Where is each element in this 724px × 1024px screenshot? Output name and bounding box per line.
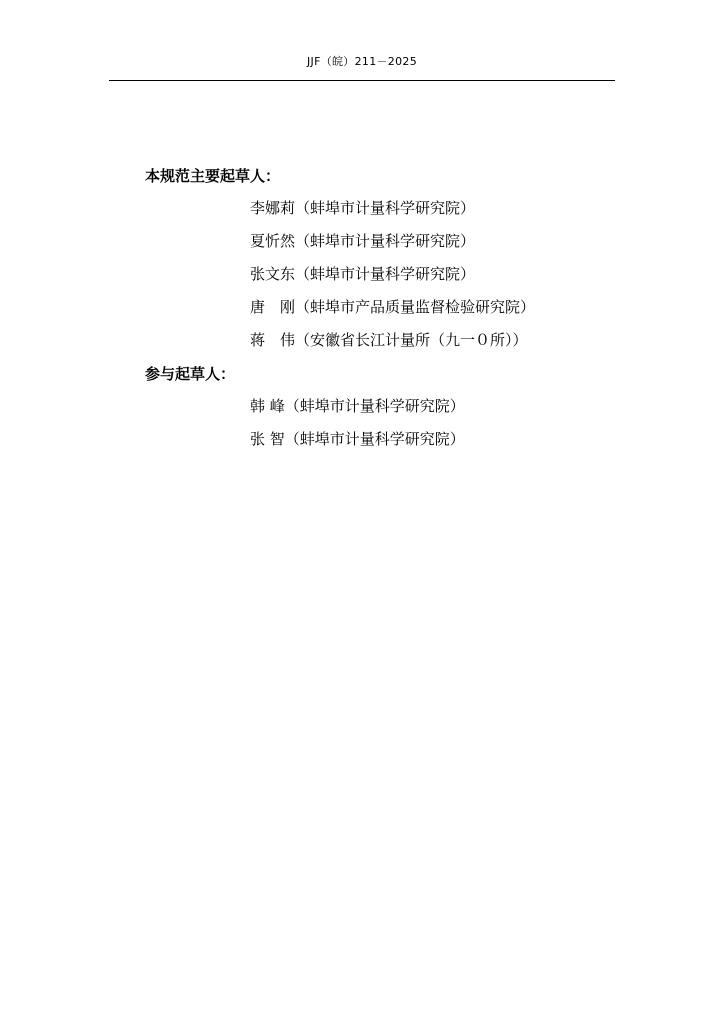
drafter-organization: （蚌埠市计量科学研究院） [295, 199, 476, 217]
drafter-name: 李娜莉 [250, 199, 296, 217]
document-code-header: JJF（皖）211－2025 [306, 55, 417, 68]
main-drafters-heading: 本规范主要起草人： [145, 167, 281, 185]
header-divider [109, 80, 615, 81]
drafter-organization: （安徽省长江计量所（九一０所）） [295, 331, 528, 349]
participating-drafters-heading: 参与起草人： [145, 365, 236, 383]
drafter-organization: （蚌埠市计量科学研究院） [284, 397, 465, 415]
main-drafter-5 [250, 330, 535, 363]
main-drafter-4 [250, 297, 535, 330]
participating-drafter-2 [250, 429, 465, 462]
main-drafter-2 [250, 231, 535, 264]
drafter-name: 张 智 [250, 430, 285, 448]
drafter-name: 夏忻然 [250, 232, 296, 250]
drafter-organization: （蚌埠市计量科学研究院） [284, 430, 465, 448]
drafter-organization: （蚌埠市计量科学研究院） [295, 232, 476, 250]
drafter-name: 唐 刚 [250, 298, 296, 316]
main-drafters-list [250, 198, 535, 363]
drafter-name: 韩 峰 [250, 397, 285, 415]
drafter-name: 张文东 [250, 265, 296, 283]
participating-drafters-list [250, 396, 465, 462]
drafter-name: 蒋 伟 [250, 331, 296, 349]
participating-drafter-1 [250, 396, 465, 429]
main-drafter-3 [250, 264, 535, 297]
drafter-organization: （蚌埠市产品质量监督检验研究院） [295, 298, 536, 316]
main-drafter-1 [250, 198, 535, 231]
drafter-organization: （蚌埠市计量科学研究院） [295, 265, 476, 283]
